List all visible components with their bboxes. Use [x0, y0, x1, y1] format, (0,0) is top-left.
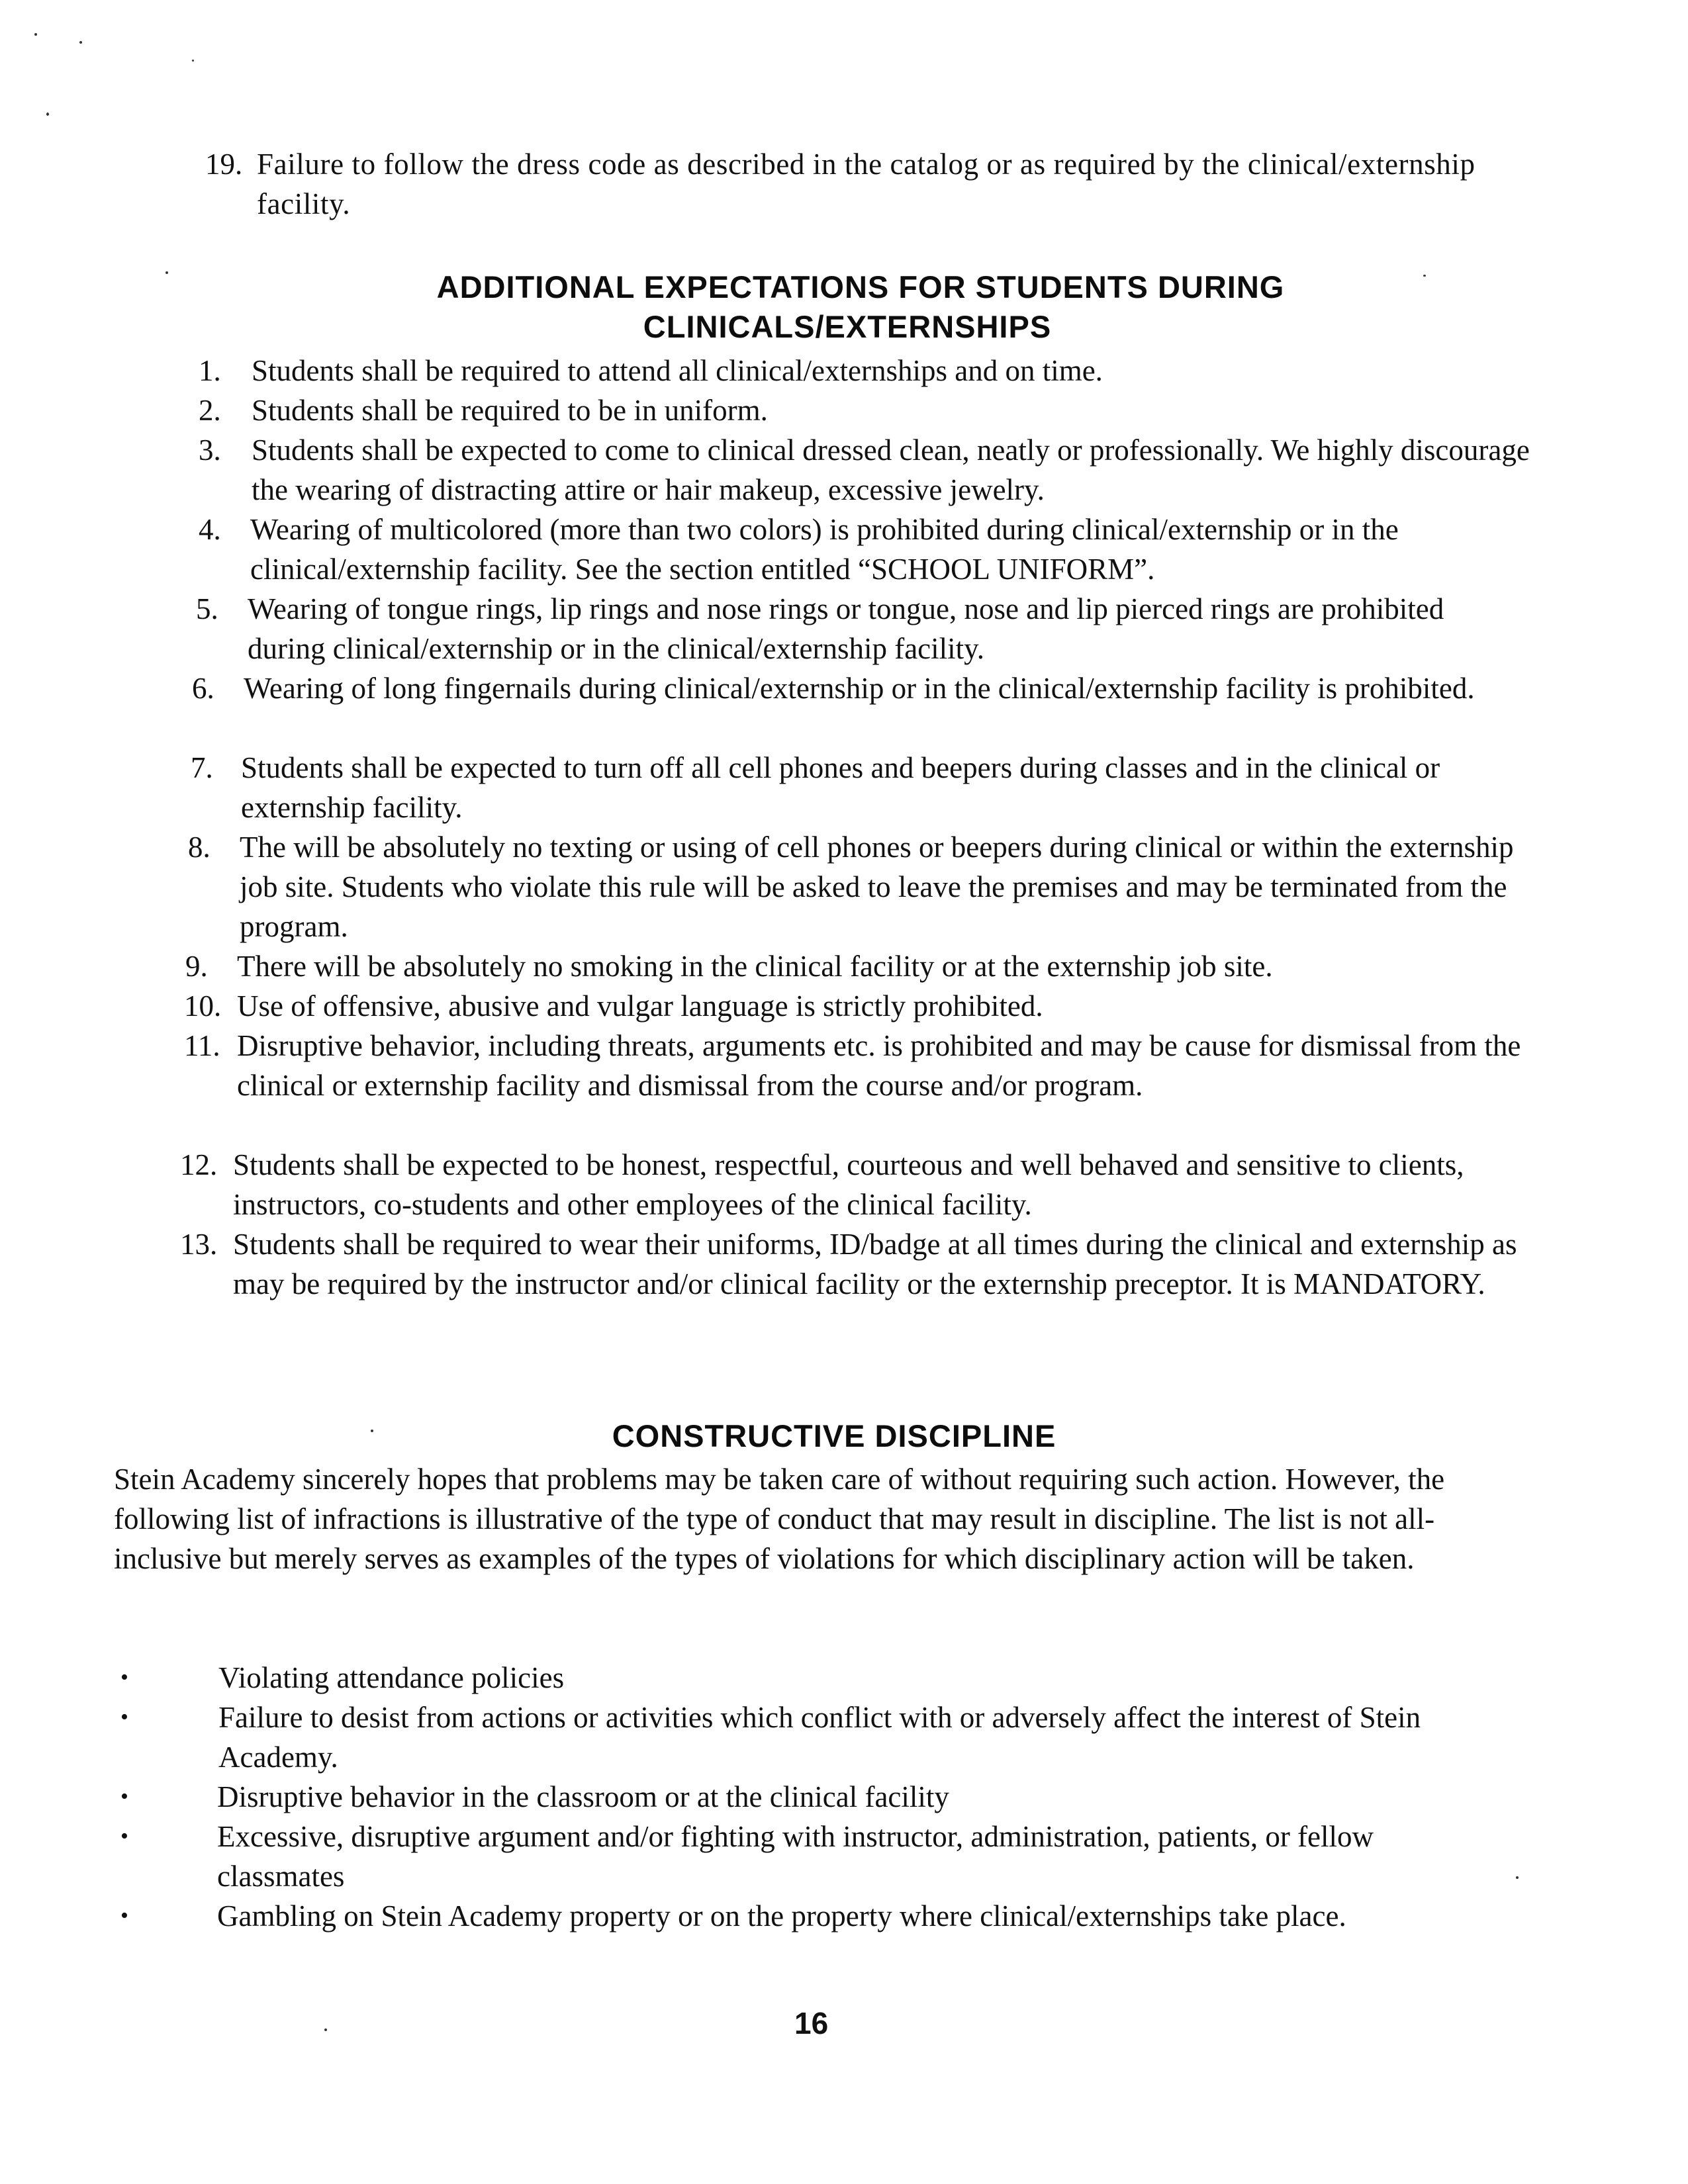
item-text: Wearing of multicolored (more than two colors) is prohibited during clinical/externship or in the clinical/externship facility. See the section entitled “SCHOOL UNIFORM”.: [250, 513, 1399, 586]
list-item: [199, 510, 1529, 589]
section-heading-discipline: CONSTRUCTIVE DISCIPLINE: [612, 1418, 1056, 1453]
item-text: Students shall be required to wear their uniforms, ID/badge at all times during the clinical and externship as may be required by the instructor and/or clinical facility or the externship preceptor. It is MANDATORY.: [233, 1228, 1517, 1300]
list-item: [184, 1026, 1561, 1105]
section-heading-expectations: [199, 267, 1496, 347]
scan-speck: [46, 113, 49, 116]
bullet-item: [120, 1777, 1550, 1817]
scan-speck: [324, 2028, 327, 2031]
scan-speck: [192, 60, 194, 62]
item-number: 10.: [184, 989, 222, 1023]
item-number: 12.: [180, 1148, 218, 1181]
item-text: Students shall be required to be in uniform.: [252, 394, 768, 427]
item-number: 5.: [196, 592, 218, 625]
item-number: 11.: [184, 1029, 220, 1062]
list-item: [191, 748, 1528, 827]
discipline-intro: Stein Academy sincerely hopes that problems may be taken care of without requiring such action. However, the following list of infractions is illustrative of the type of conduct that may result in discipline. The list is not all-inclusive but merely serves as examples of the types of violations for which disciplinary action will be taken.: [114, 1463, 1445, 1575]
item-text: Students shall be expected to come to clinical dressed clean, neatly or professionally. We highly discourage the wearing of distracting attire or hair makeup, excessive jewelry.: [252, 433, 1530, 506]
item-number: 9.: [185, 950, 208, 983]
list-item-19: [205, 144, 1556, 224]
heading-line-2: CLINICALS/EXTERNSHIPS: [643, 309, 1052, 344]
scan-speck: [79, 41, 82, 44]
bullet-item: [120, 1817, 1431, 1896]
item-text: Use of offensive, abusive and vulgar language is strictly prohibited.: [237, 989, 1043, 1023]
list-item: [199, 430, 1562, 510]
item-number: 7.: [191, 751, 213, 784]
bullet-text: Excessive, disruptive argument and/or fighting with instructor, administration, patients, or fellow classmates: [217, 1820, 1374, 1893]
item-text: Students shall be expected to be honest, respectful, courteous and well behaved and sensitive to clients, instructors, co-students and other employees of the clinical facility.: [233, 1148, 1464, 1221]
bullet-item: [120, 1698, 1497, 1777]
item-text: Failure to follow the dress code as described in the catalog or as required by the clinical/externship facility.: [257, 148, 1476, 220]
item-text: There will be absolutely no smoking in the clinical facility or at the externship job site.: [237, 950, 1273, 983]
scan-speck: [165, 271, 168, 274]
bullet-item: [120, 1896, 1550, 1936]
item-number: 19.: [205, 148, 243, 181]
item-text: Wearing of tongue rings, lip rings and nose rings or tongue, nose and lip pierced rings are prohibited during clinical/externship or in the clinical/externship facility.: [248, 592, 1444, 665]
heading-line-1: ADDITIONAL EXPECTATIONS FOR STUDENTS DURING: [436, 269, 1285, 304]
list-item: [199, 351, 1575, 390]
item-number: 1.: [199, 354, 221, 387]
list-item: [185, 946, 1549, 986]
item-text: The will be absolutely no texting or using of cell phones or beepers during clinical or within the externship job site. Students who violate this rule will be asked to leave the premises and may be terminated from the program.: [240, 831, 1514, 943]
item-number: 2.: [199, 394, 221, 427]
item-number: 4.: [199, 513, 221, 546]
bullet-text: Disruptive behavior in the classroom or at the clinical facility: [217, 1780, 949, 1813]
list-item: [199, 390, 1575, 430]
bullet-text: Gambling on Stein Academy property or on the property where clinical/externships take place.: [217, 1899, 1346, 1933]
bullet-text: Violating attendance policies: [218, 1661, 565, 1694]
bullet-text: Failure to desist from actions or activities which conflict with or adversely affect the interest of Stein Academy.: [218, 1701, 1421, 1774]
scan-speck: [34, 33, 37, 36]
scan-speck: [1516, 1876, 1519, 1879]
list-item: [188, 827, 1525, 946]
bullet-icon: •: [120, 1824, 128, 1848]
list-item: [180, 1145, 1544, 1224]
bullet-icon: •: [120, 1705, 128, 1729]
item-text: Students shall be expected to turn off all cell phones and beepers during classes and in the clinical or externship facility.: [241, 751, 1440, 824]
bullet-icon: •: [120, 1903, 128, 1928]
scan-speck: [371, 1430, 373, 1432]
list-item: [192, 668, 1516, 708]
item-text: Students shall be required to attend all clinical/externships and on time.: [252, 354, 1103, 387]
bullet-icon: •: [120, 1665, 128, 1690]
item-number: 13.: [180, 1228, 218, 1261]
bullet-icon: •: [120, 1784, 128, 1809]
item-number: 8.: [188, 831, 211, 864]
list-item: [196, 589, 1526, 668]
item-text: Disruptive behavior, including threats, arguments etc. is prohibited and may be cause for dismissal from the clinical or externship facility and dismissal from the course and/or program.: [237, 1029, 1521, 1102]
list-item: [184, 986, 1548, 1026]
list-item: [180, 1224, 1544, 1304]
page-number: 16: [794, 2006, 829, 2040]
item-number: 6.: [192, 672, 214, 705]
item-number: 3.: [199, 433, 221, 467]
bullet-item: [120, 1658, 1550, 1698]
item-text: Wearing of long fingernails during clinical/externship or in the clinical/externship facility is prohibited.: [244, 672, 1475, 705]
